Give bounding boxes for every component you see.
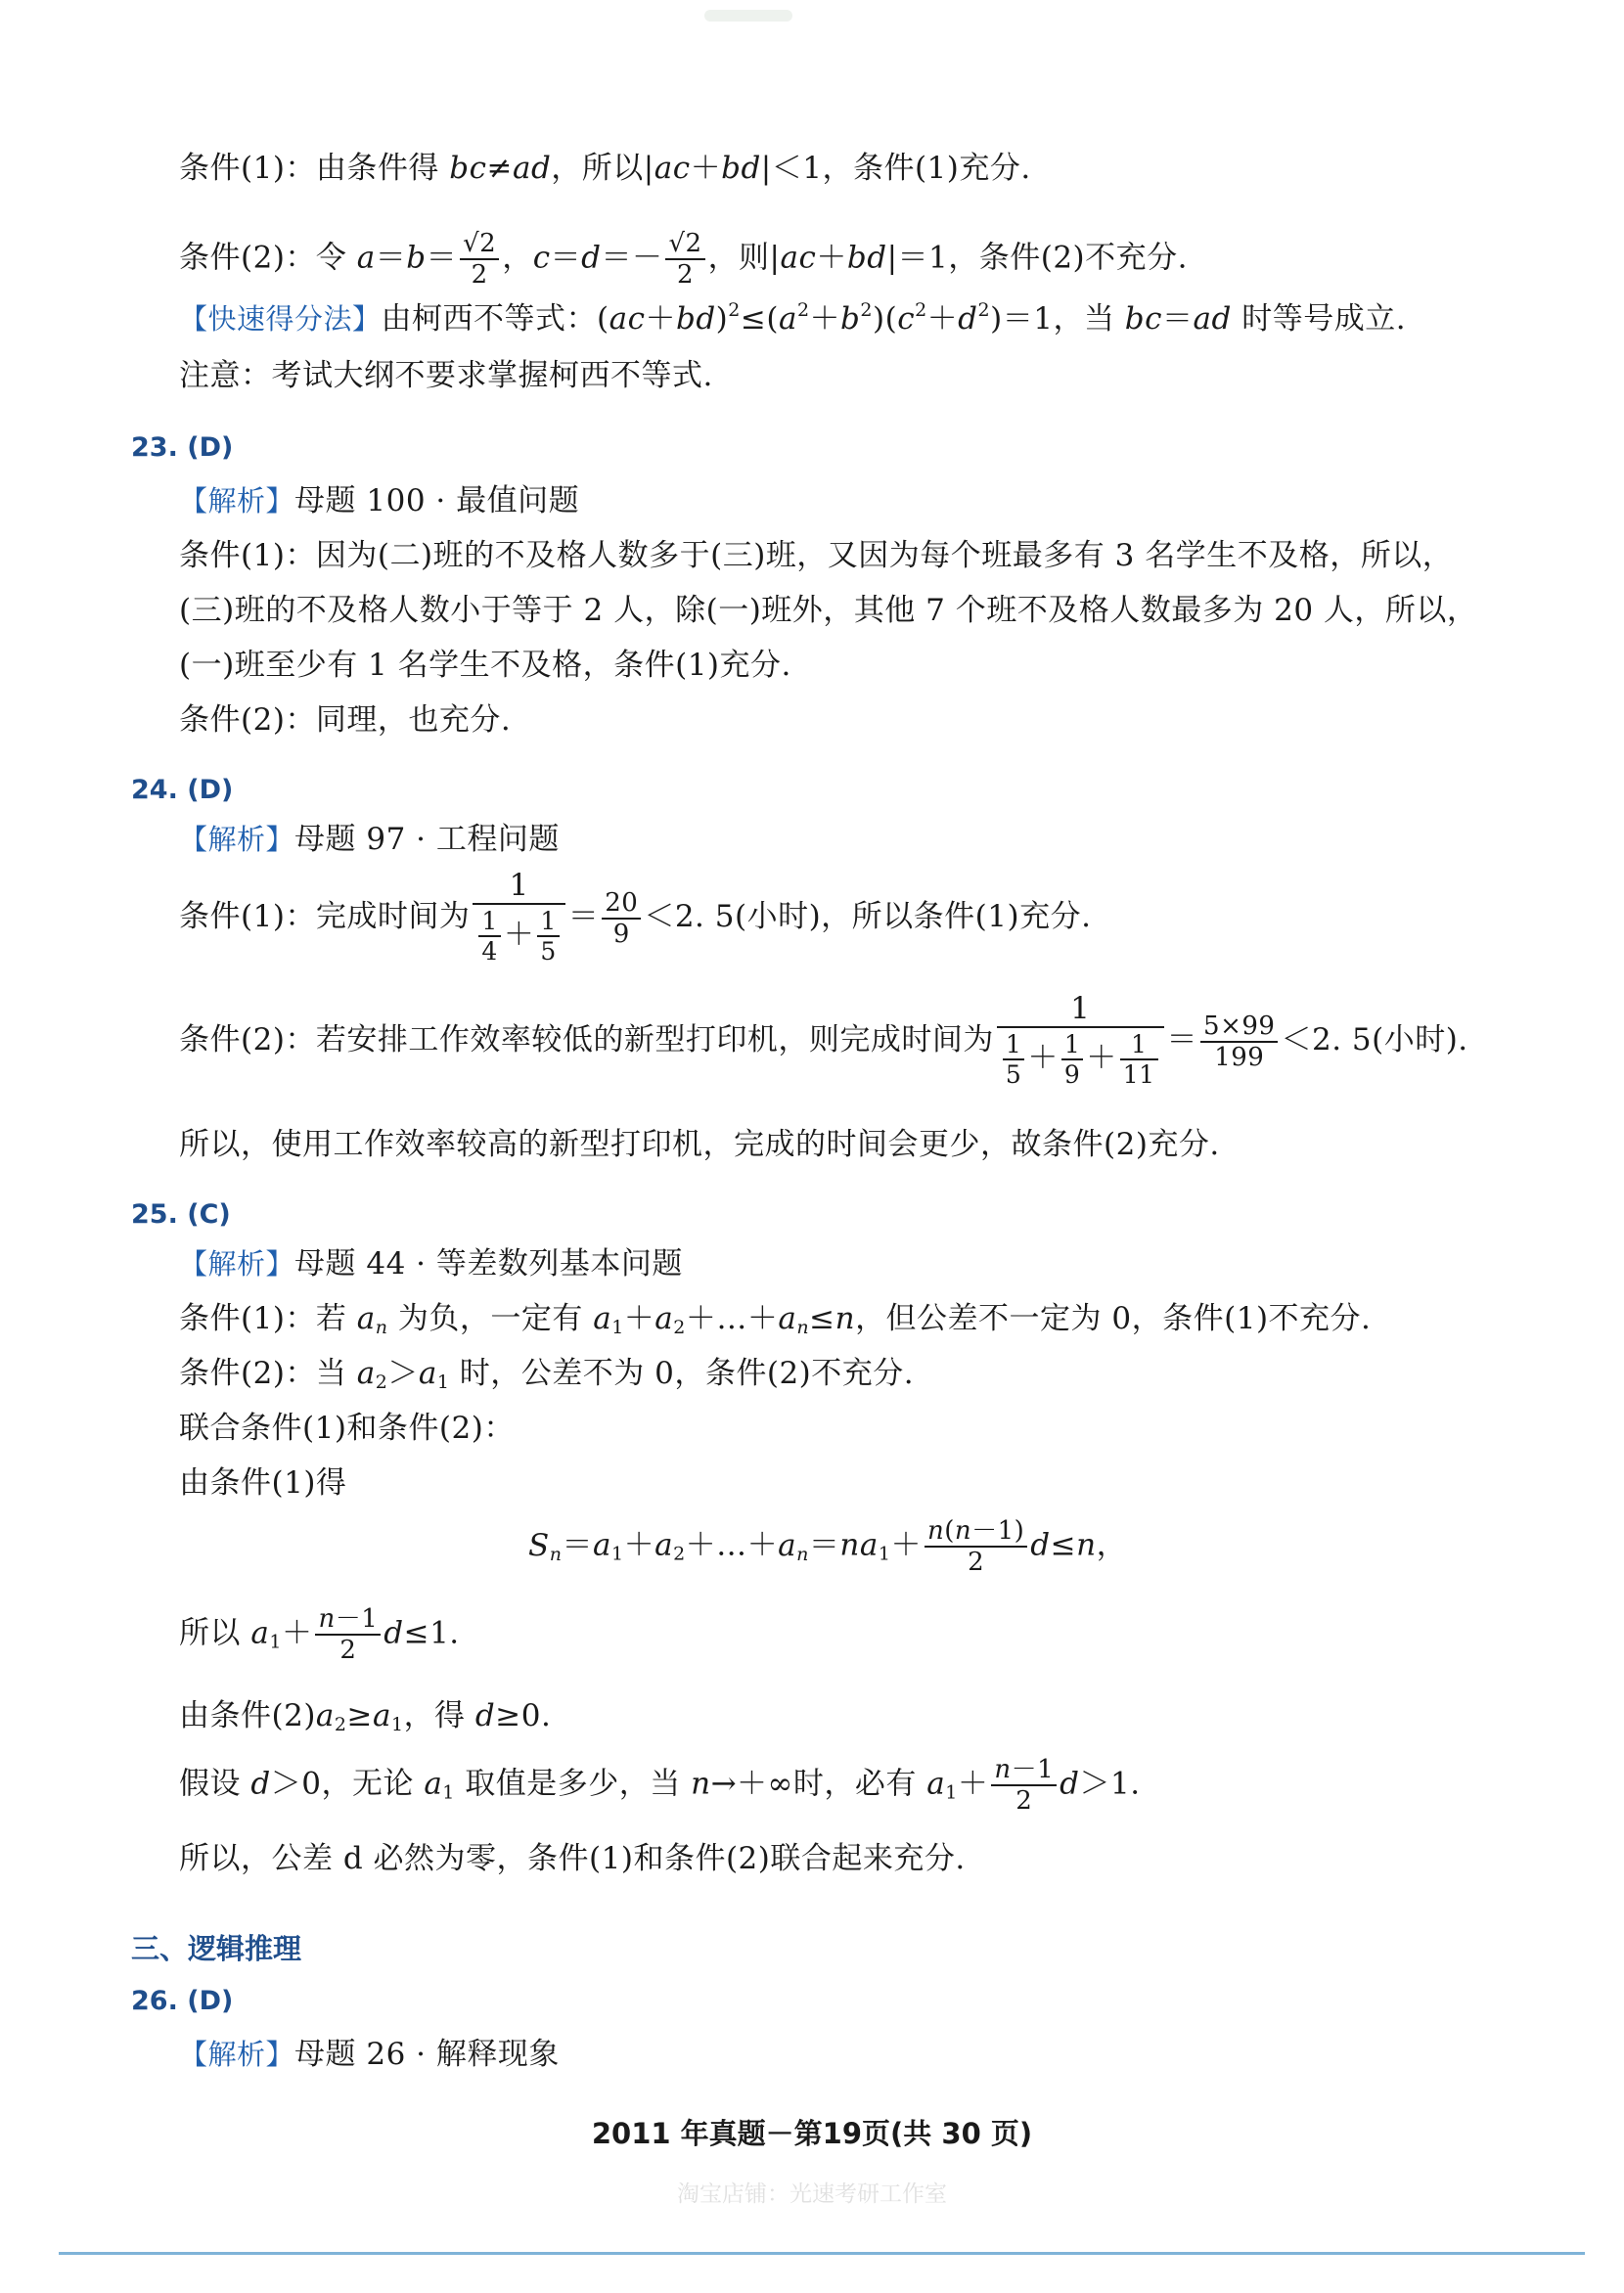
scan-artifact <box>704 10 792 22</box>
q25-sum-formula: $S_n=a_1+a_2+\dots+a_n=na_1+$ $\frac{n(n-1)}{2}$ d≤n， <box>528 1516 1128 1577</box>
bottom-rule <box>59 2252 1585 2255</box>
q22-condition2: 条件(2)：令 a＝b＝ $\frac{√2}{2}$ ，c＝d＝－ $\frac{√2}{2}$ ，则|ac＋bd|＝1，条件(2)不充分. <box>179 229 1188 290</box>
fraction: 1 $\frac{1}{5}$ ＋ $\frac{1}{9}$ ＋ $\frac{1}{11}$ <box>997 992 1164 1091</box>
fraction: 1 $\frac{1}{4}$ ＋ $\frac{1}{5}$ <box>473 869 564 967</box>
q25-from-condition1: 由条件(1)得 <box>179 1465 347 1501</box>
fraction: $\frac{5\times 99}{199}$ <box>1200 1012 1278 1072</box>
q24-condition1: 条件(1)：完成时间为 1 $\frac{1}{4}$ ＋ $\frac{1}{5}$ ＝ $\frac{20}{9}$ ＜2. 5(小时)，所以条件(1)充分. <box>179 868 1092 966</box>
q25-condition1: 条件(1)：若 $a_n$ 为负，一定有 $a_1+a_2+\dots+a_n\le n$，但公差不一定为 0，条件(1)不充分. <box>179 1301 1372 1338</box>
section-heading: 三、逻辑推理 <box>131 1932 302 1965</box>
q24-conclusion: 所以，使用工作效率较高的新型打印机，完成的时间会更少，故条件(2)充分. <box>179 1127 1220 1162</box>
q25-analysis-header: 【解析】母题 44 · 等差数列基本问题 <box>179 1246 683 1281</box>
page-footer: 2011 年真题－第19页(共 30 页) <box>591 2117 1033 2150</box>
q26-analysis-header: 【解析】母题 26 · 解释现象 <box>179 2037 560 2072</box>
q23-line2: (三)班的不及格人数小于等于 2 人，除(一)班外，其他 7 个班不及格人数最多为 20 人，所以， <box>179 593 1478 628</box>
q25-final: 所以，公差 d 必然为零，条件(1)和条件(2)联合起来充分. <box>179 1841 966 1876</box>
q23-line4: 条件(2)：同理，也充分. <box>179 702 512 738</box>
q24-answer: 24. (D) <box>131 775 234 805</box>
q24-analysis-header: 【解析】母题 97 · 工程问题 <box>179 822 560 857</box>
fraction: $\frac{√2}{2}$ <box>460 229 499 290</box>
q22-quick-method: 【快速得分法】由柯西不等式：$(ac+bd)^2\le(a^2+b^2)(c^2+d^2)=1$，当 bc＝ad 时等号成立. <box>179 299 1407 337</box>
q26-answer: 26. (D) <box>131 1986 234 2016</box>
q25-assume-line: 假设 d＞0，无论 $a_1$ 取值是多少，当 n→＋∞时，必有 $a_1+$ $\frac{n-1}{2}$ d＞1. <box>179 1755 1141 1816</box>
q24-condition2: 条件(2)：若安排工作效率较低的新型打印机，则完成时间为 1 $\frac{1}{5}$ ＋ $\frac{1}{9}$ ＋ $\frac{1}{11}$ ＝ $\frac{5\times 99}{199}$ ＜2. 5(小时). <box>179 991 1468 1089</box>
q25-joint: 联合条件(1)和条件(2)： <box>179 1411 515 1446</box>
q25-condition2: 条件(2)：当 $a_2>a_1$ 时，公差不为 0，条件(2)不充分. <box>179 1356 915 1393</box>
q23-line3: (一)班至少有 1 名学生不及格，条件(1)充分. <box>179 648 791 683</box>
fraction: $\frac{n-1}{2}$ <box>315 1604 381 1665</box>
q25-from-condition2: 由条件$(2)a_2\ge a_1$，得 d≥0. <box>179 1698 552 1735</box>
q23-line1: 条件(1)：因为(二)班的不及格人数多于(三)班，又因为每个班最多有 3 名学生不及格，所以， <box>179 538 1454 573</box>
fraction: $\frac{20}{9}$ <box>602 888 641 949</box>
q22-condition1: 条件(1)：由条件得 bc≠ad，所以|ac＋bd|＜1，条件(1)充分. <box>179 151 1031 186</box>
q25-answer: 25. (C) <box>131 1199 231 1230</box>
fraction: $\frac{√2}{2}$ <box>665 229 704 290</box>
fraction: $\frac{n-1}{2}$ <box>991 1755 1057 1816</box>
watermark: 淘宝店铺：光速考研工作室 <box>677 2181 947 2207</box>
q23-answer: 23. (D) <box>131 432 234 463</box>
q22-note: 注意：考试大纲不要求掌握柯西不等式. <box>179 358 713 393</box>
q23-analysis-header: 【解析】母题 100 · 最值问题 <box>179 483 580 518</box>
fraction: $\frac{n(n-1)}{2}$ <box>925 1516 1027 1577</box>
q25-so-line: 所以 $a_1+$ $\frac{n-1}{2}$ d≤1. <box>179 1604 460 1665</box>
